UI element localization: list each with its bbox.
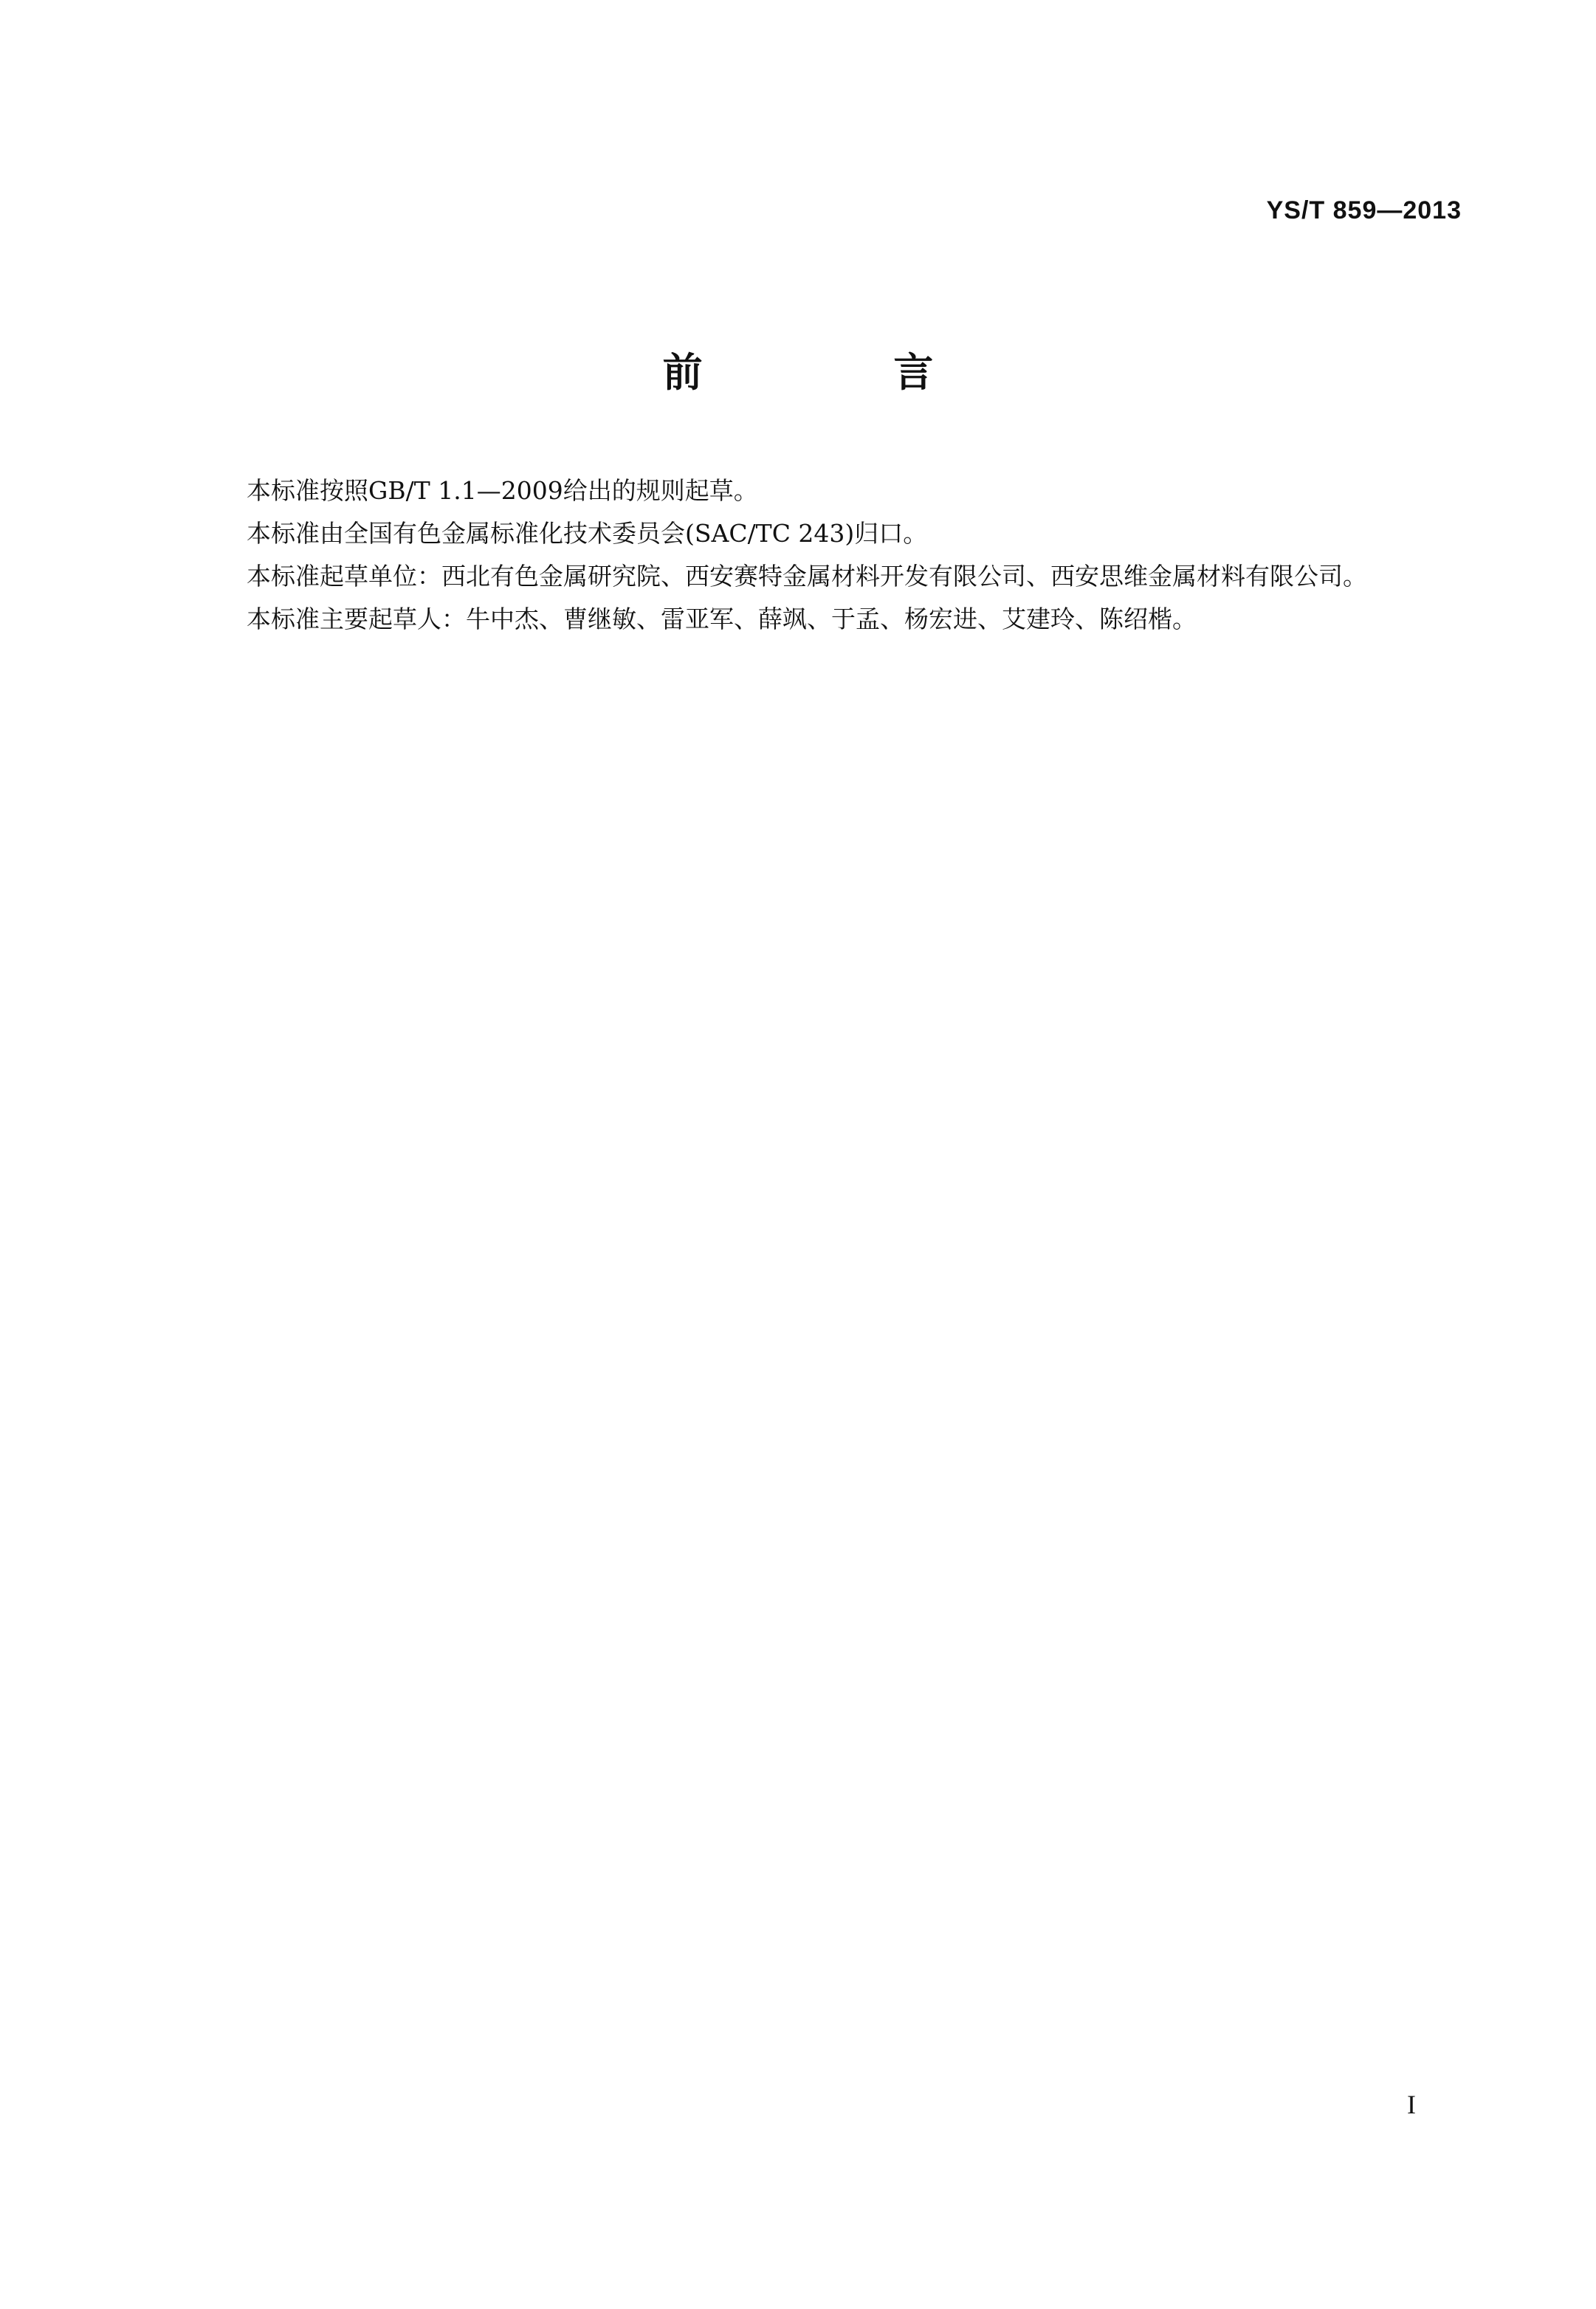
standard-number: YS/T 859—2013 (1266, 196, 1462, 224)
page-title: 前 言 (662, 349, 1022, 396)
paragraph-drafting-rules: 本标准按照GB/T 1.1—2009给出的规则起草。 (247, 476, 758, 505)
paragraph-responsible-committee: 本标准由全国有色金属标准化技术委员会(SAC/TC 243)归口。 (247, 519, 928, 548)
page-number: I (1407, 2090, 1416, 2119)
foreword-body (193, 469, 1460, 641)
paragraph-main-drafters: 本标准主要起草人：牛中杰、曹继敏、雷亚军、薛飒、于孟、杨宏进、艾建玲、陈绍楷。 (247, 605, 1197, 633)
paragraph-drafting-units: 本标准起草单位：西北有色金属研究院、西安赛特金属材料开发有限公司、西安思维金属材料有限公司。 (247, 562, 1367, 591)
